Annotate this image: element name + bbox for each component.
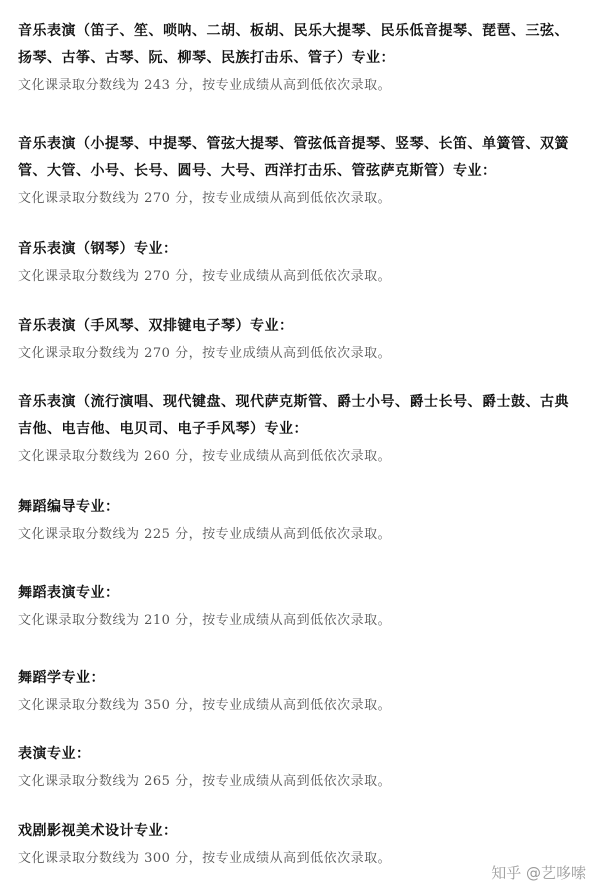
section-title-line: 舞蹈表演专业： <box>18 585 120 601</box>
section-title-line: 表演专业： <box>18 746 91 762</box>
section-6 <box>18 494 584 548</box>
section-title-line: 音乐表演（流行演唱、现代键盘、现代萨克斯管、爵士小号、爵士长号、爵士鼓、古典 <box>18 394 569 410</box>
section-8 <box>18 665 584 719</box>
section-title-line: 舞蹈编导专业： <box>18 499 120 515</box>
section-title-line: 音乐表演（笛子、笙、唢呐、二胡、板胡、民乐大提琴、民乐低音提琴、琵琶、三弦、 <box>18 23 569 39</box>
section-title-line: 音乐表演（手风琴、双排键电子琴）专业： <box>18 318 294 334</box>
section-7 <box>18 580 584 634</box>
section-5 <box>18 389 584 470</box>
section-4 <box>18 313 584 367</box>
cutoff-note: 文化课录取分数线为 225 分，按专业成绩从高到低依次录取。 <box>18 527 392 542</box>
section-title-line: 音乐表演（钢琴）专业： <box>18 241 178 257</box>
section-title-line: 戏剧影视美术设计专业： <box>18 823 178 839</box>
section-title-line: 管、大管、小号、长号、圆号、大号、西洋打击乐、管弦萨克斯管）专业： <box>18 163 497 179</box>
cutoff-note: 文化课录取分数线为 270 分，按专业成绩从高到低依次录取。 <box>18 269 392 284</box>
section-1 <box>18 18 584 99</box>
cutoff-note: 文化课录取分数线为 265 分，按专业成绩从高到低依次录取。 <box>18 774 392 789</box>
cutoff-note: 文化课录取分数线为 270 分，按专业成绩从高到低依次录取。 <box>18 346 392 361</box>
cutoff-note: 文化课录取分数线为 243 分，按专业成绩从高到低依次录取。 <box>18 78 392 93</box>
section-9 <box>18 741 584 795</box>
section-title-line: 吉他、电吉他、电贝司、电子手风琴）专业： <box>18 421 308 437</box>
section-2 <box>18 131 584 212</box>
cutoff-note: 文化课录取分数线为 270 分，按专业成绩从高到低依次录取。 <box>18 191 392 206</box>
cutoff-note: 文化课录取分数线为 350 分，按专业成绩从高到低依次录取。 <box>18 698 392 713</box>
section-title-line: 扬琴、古筝、古琴、阮、柳琴、民族打击乐、管子）专业： <box>18 50 395 66</box>
section-3 <box>18 236 584 290</box>
cutoff-note: 文化课录取分数线为 210 分，按专业成绩从高到低依次录取。 <box>18 613 392 628</box>
zhihu-watermark: 知乎 @艺哆嗦 <box>491 864 586 882</box>
cutoff-note: 文化课录取分数线为 260 分，按专业成绩从高到低依次录取。 <box>18 449 392 464</box>
section-title-line: 音乐表演（小提琴、中提琴、管弦大提琴、管弦低音提琴、竖琴、长笛、单簧管、双簧 <box>18 136 569 152</box>
section-title-line: 舞蹈学专业： <box>18 670 105 686</box>
cutoff-note: 文化课录取分数线为 300 分，按专业成绩从高到低依次录取。 <box>18 851 392 866</box>
